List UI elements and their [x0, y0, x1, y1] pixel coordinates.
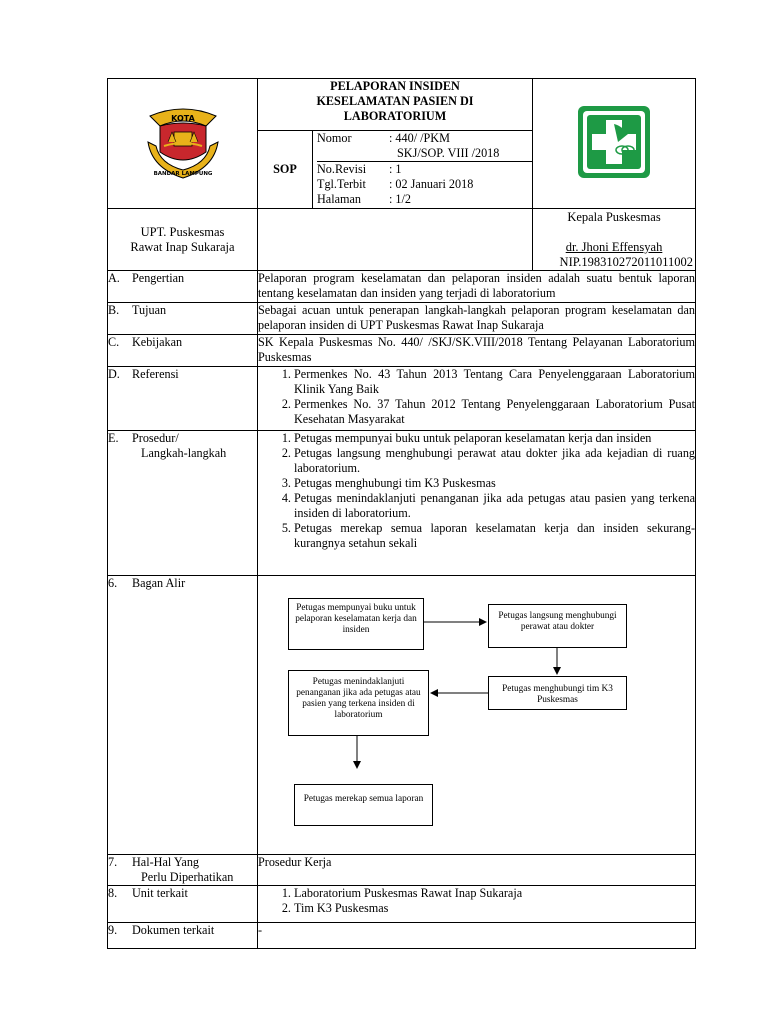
- list-item: 3. Petugas menghubungi tim K3 Puskesmas: [294, 476, 695, 491]
- nomor-value-line1: : 440/ /PKM: [389, 131, 450, 145]
- list-item: 5. Petugas merekap semua laporan keselamatan kerja dan insiden sekurang-kurangnya setahun sekali: [294, 521, 695, 551]
- title-line-1: PELAPORAN INSIDEN: [330, 79, 460, 93]
- pengertian-label: A. Pengertian: [108, 271, 258, 303]
- list-item: 2. Permenkes No. 37 Tahun 2012 Tentang Penyelenggaraan Laboratorium Pusat Kesehatan Masyarakat: [294, 397, 695, 427]
- signature-block: [533, 209, 696, 271]
- pengertian-text: Pelaporan program keselamatan dan pelaporan insiden adalah suatu bentuk laporan tentang keselamatan dan insiden yang terjadi di laboratorium: [258, 271, 696, 303]
- signature-blank: [258, 209, 533, 271]
- prosedur-list: [258, 431, 696, 576]
- document-title: [258, 79, 533, 131]
- referensi-list: [258, 367, 696, 431]
- sop-meta-table: [317, 131, 532, 207]
- dokumen-label: 9. Dokumen terkait: [108, 923, 258, 949]
- nomor-value: [389, 131, 532, 162]
- bagan-label: 6. Bagan Alir: [108, 576, 258, 855]
- sop-label: SOP: [258, 131, 313, 209]
- hal-label: 7. Hal-Hal Yang Perlu Diperhatikan: [108, 855, 258, 886]
- flow-box-5: Petugas merekap semua laporan: [294, 784, 433, 826]
- flow-box-2: Petugas langsung menghubungi perawat atau dokter: [488, 604, 627, 648]
- nomor-value-line2: SKJ/SOP. VIII /2018: [397, 146, 500, 160]
- terbit-label: Tgl.Terbit: [317, 177, 366, 191]
- flowchart-cell: [258, 576, 696, 855]
- revisi-value: : 1: [389, 162, 402, 176]
- sop-meta: [313, 131, 533, 209]
- referensi-label: D. Referensi: [108, 367, 258, 431]
- org-line-1: UPT. Puskesmas: [140, 224, 225, 239]
- sop-table: [107, 78, 696, 949]
- puskesmas-logo-icon: [574, 102, 654, 182]
- head-nip: NIP.198310272011011002: [559, 255, 694, 269]
- terbit-value: : 02 Januari 2018: [389, 177, 474, 191]
- tujuan-label: B. Tujuan: [108, 303, 258, 335]
- list-item: 2. Tim K3 Puskesmas: [294, 901, 695, 916]
- halaman-value: : 1/2: [389, 192, 412, 206]
- emblem-city-top: KOTA: [170, 113, 195, 123]
- kebijakan-label: C. Kebijakan: [108, 335, 258, 367]
- dokumen-text: -: [258, 923, 696, 949]
- organization-name: [108, 209, 258, 271]
- head-name: dr. Jhoni Effensyah: [565, 240, 663, 254]
- nomor-label: Nomor: [317, 131, 352, 145]
- sop-document: [107, 78, 695, 949]
- head-title: Kepala Puskesmas: [567, 210, 661, 224]
- tujuan-text: Sebagai acuan untuk penerapan langkah-langkah pelaporan program keselamatan dan pelaporan insiden di UPT Puskesmas Rawat Inap Sukaraja: [258, 303, 696, 335]
- list-item: 2. Petugas langsung menghubungi perawat atau dokter jika ada kejadian di ruang laboratorium.: [294, 446, 695, 476]
- hal-text: Prosedur Kerja: [258, 855, 696, 886]
- title-line-2: KESELAMATAN PASIEN DI: [316, 94, 474, 108]
- list-item: 1. Petugas mempunyai buku untuk pelaporan keselamatan kerja dan insiden: [294, 431, 695, 446]
- flow-box-3: Petugas menghubungi tim K3 Puskesmas: [488, 676, 627, 710]
- bandar-lampung-emblem-icon: [144, 102, 222, 182]
- title-line-3: LABORATORIUM: [343, 109, 447, 123]
- unit-list: [258, 886, 696, 923]
- emblem-city-bottom: BANDAR LAMPUNG: [153, 170, 212, 177]
- org-line-2: Rawat Inap Sukaraja: [130, 239, 235, 254]
- flowchart: [258, 576, 695, 854]
- prosedur-label: E. Prosedur/ Langkah-langkah: [108, 431, 258, 576]
- puskesmas-logo-cell: [533, 79, 696, 209]
- unit-label: 8. Unit terkait: [108, 886, 258, 923]
- kebijakan-text: SK Kepala Puskesmas No. 440/ /SKJ/SK.VIII/2018 Tentang Pelayanan Laboratorium Puskesmas: [258, 335, 696, 367]
- halaman-label: Halaman: [317, 192, 361, 206]
- list-item: 1. Permenkes No. 43 Tahun 2013 Tentang Cara Penyelenggaraan Laboratorium Klinik Yang Baik: [294, 367, 695, 397]
- list-item: 1. Laboratorium Puskesmas Rawat Inap Sukaraja: [294, 886, 695, 901]
- flow-box-1: Petugas mempunyai buku untuk pelaporan keselamatan kerja dan insiden: [288, 598, 424, 650]
- revisi-label: No.Revisi: [317, 162, 367, 176]
- list-item: 4. Petugas menindaklanjuti penanganan jika ada petugas atau pasien yang terkena insiden di laboratorium.: [294, 491, 695, 521]
- city-emblem-cell: [108, 79, 258, 209]
- flow-box-4: Petugas menindaklanjuti penanganan jika ada petugas atau pasien yang terkena insiden di laboratorium: [288, 670, 429, 736]
